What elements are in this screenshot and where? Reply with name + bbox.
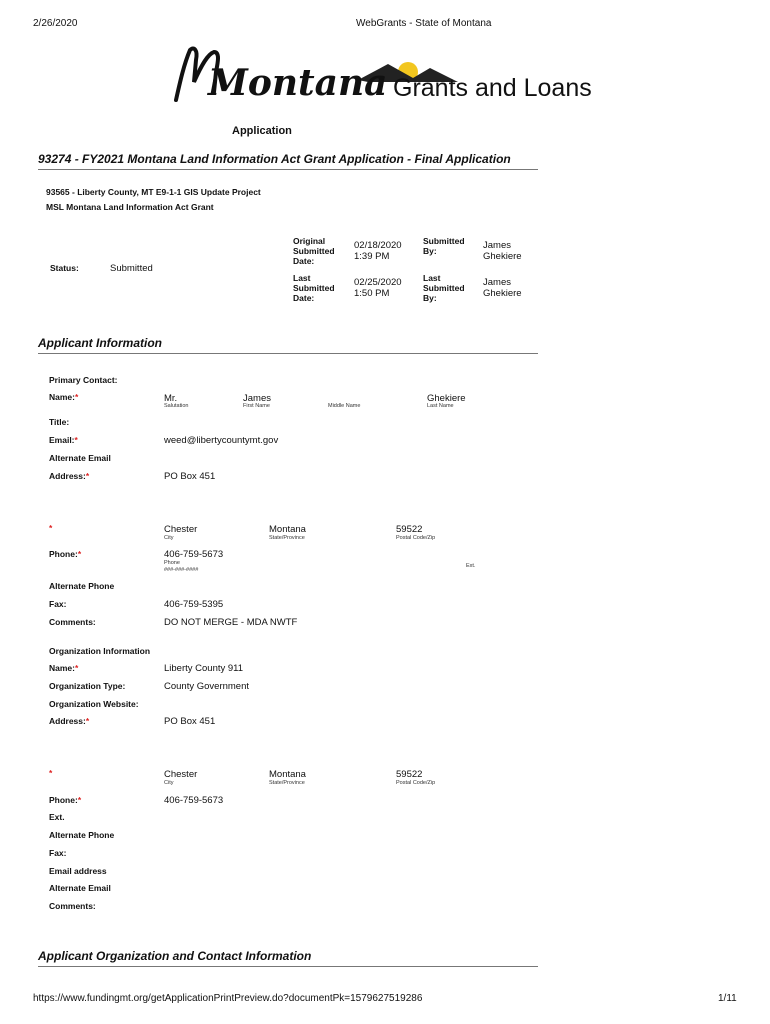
org-website-label: Organization Website: bbox=[49, 699, 139, 709]
org-city-required-marker: * bbox=[49, 768, 53, 778]
comments-value: DO NOT MERGE - MDA NWTF bbox=[164, 617, 298, 628]
salutation-caption: Salutation bbox=[164, 403, 189, 409]
print-title: WebGrants - State of Montana bbox=[356, 18, 492, 29]
original-submitted-label: Original Submitted Date: bbox=[293, 236, 335, 266]
email-label: Email:* bbox=[49, 435, 78, 445]
original-submitted-date: 02/18/2020 bbox=[354, 240, 402, 251]
status-value: Submitted bbox=[110, 263, 153, 274]
primary-contact-heading: Primary Contact: bbox=[49, 375, 118, 385]
first-name-caption: First Name bbox=[243, 403, 270, 409]
phone-format-caption: ###-###-#### bbox=[164, 567, 199, 573]
required-marker: * bbox=[74, 392, 79, 402]
org-name-value: Liberty County 911 bbox=[164, 663, 244, 674]
city-value: Chester bbox=[164, 524, 198, 535]
required-marker: * bbox=[74, 435, 78, 445]
org-ext-label: Ext. bbox=[49, 812, 65, 822]
required-marker: * bbox=[77, 549, 82, 559]
email-value: weed@libertycountymt.gov bbox=[164, 435, 279, 446]
submitted-by-label: Submitted By: bbox=[423, 236, 465, 256]
required-marker: * bbox=[74, 663, 79, 673]
title-rule bbox=[38, 169, 538, 170]
last-name-value: Ghekiere bbox=[427, 393, 466, 404]
last-submitted-time: 1:50 PM bbox=[354, 288, 390, 299]
org-state-value: Montana bbox=[269, 769, 306, 780]
org-name-label: Name:* bbox=[49, 663, 79, 673]
org-fax-label: Fax: bbox=[49, 848, 67, 858]
organization-heading: Organization Information bbox=[49, 646, 151, 656]
last-submitted-date: 02/25/2020 bbox=[354, 277, 402, 288]
phone-caption: Phone bbox=[164, 560, 180, 566]
org-alternate-email-label: Alternate Email bbox=[49, 883, 111, 893]
org-phone-value: 406-759-5673 bbox=[164, 795, 224, 806]
address-label: Address:* bbox=[49, 471, 90, 481]
section3-rule bbox=[38, 966, 538, 967]
org-email-label: Email address bbox=[49, 866, 107, 876]
org-phone-label: Phone:* bbox=[49, 795, 82, 805]
middle-name-caption: Middle Name bbox=[328, 403, 361, 409]
name-label: Name:* bbox=[49, 392, 79, 402]
program-name: MSL Montana Land Information Act Grant bbox=[46, 202, 214, 212]
org-city-value: Chester bbox=[164, 769, 198, 780]
last-submitted-by-label: Last Submitted By: bbox=[423, 273, 465, 303]
last-name-caption: Last Name bbox=[427, 403, 454, 409]
last-submitted-by-first: James bbox=[483, 277, 511, 288]
submitted-by-last: Ghekiere bbox=[483, 251, 522, 262]
zip-value: 59522 bbox=[396, 524, 423, 535]
org-type-value: County Government bbox=[164, 681, 250, 692]
comments-label: Comments: bbox=[49, 617, 96, 627]
org-alternate-phone-label: Alternate Phone bbox=[49, 830, 115, 840]
project-name: 93565 - Liberty County, MT E9-1-1 GIS Update Project bbox=[46, 187, 261, 197]
phone-value: 406-759-5673 bbox=[164, 549, 224, 560]
fax-value: 406-759-5395 bbox=[164, 599, 224, 610]
logo-script-text: Montana bbox=[208, 62, 388, 104]
ext-caption: Ext. bbox=[466, 563, 476, 569]
org-address-value: PO Box 451 bbox=[164, 716, 216, 727]
required-marker: * bbox=[85, 471, 90, 481]
last-submitted-by-last: Ghekiere bbox=[483, 288, 522, 299]
print-date: 2/26/2020 bbox=[33, 18, 78, 29]
org-type-label: Organization Type: bbox=[49, 681, 126, 691]
alternate-phone-label: Alternate Phone bbox=[49, 581, 115, 591]
phone-label: Phone:* bbox=[49, 549, 82, 559]
footer-url: https://www.fundingmt.org/getApplicationPrintPreview.do?documentPk=1579627519286 bbox=[33, 993, 423, 1004]
last-submitted-label: Last Submitted Date: bbox=[293, 273, 335, 303]
original-submitted-time: 1:39 PM bbox=[354, 251, 390, 262]
applicant-section-title: Applicant Information bbox=[38, 336, 162, 350]
city-required-marker: * bbox=[49, 523, 53, 533]
title-label: Title: bbox=[49, 417, 70, 427]
org-zip-value: 59522 bbox=[396, 769, 423, 780]
required-marker: * bbox=[85, 716, 90, 726]
address-value: PO Box 451 bbox=[164, 471, 216, 482]
org-city-caption: City bbox=[164, 780, 174, 786]
salutation-value: Mr. bbox=[164, 393, 178, 404]
application-title: 93274 - FY2021 Montana Land Information Act Grant Application - Final Application bbox=[38, 152, 511, 166]
state-value: Montana bbox=[269, 524, 306, 535]
applicant-rule bbox=[38, 353, 538, 354]
first-name-value: James bbox=[243, 393, 271, 404]
city-caption: City bbox=[164, 535, 174, 541]
alternate-email-label: Alternate Email bbox=[49, 453, 111, 463]
montana-grants-logo bbox=[168, 42, 618, 112]
state-caption: State/Province bbox=[269, 535, 305, 541]
org-zip-caption: Postal Code/Zip bbox=[396, 780, 436, 786]
page-number: 1/11 bbox=[718, 993, 737, 1004]
org-comments-label: Comments: bbox=[49, 901, 96, 911]
required-marker: * bbox=[77, 795, 82, 805]
submitted-by-first: James bbox=[483, 240, 511, 251]
applicant-organization-section-title: Applicant Organization and Contact Information bbox=[38, 949, 312, 963]
page-title: Application bbox=[232, 125, 292, 137]
org-state-caption: State/Province bbox=[269, 780, 305, 786]
org-address-label: Address:* bbox=[49, 716, 90, 726]
zip-caption: Postal Code/Zip bbox=[396, 535, 436, 541]
status-label: Status: bbox=[50, 263, 79, 273]
logo-text: Grants and Loans bbox=[393, 74, 592, 102]
fax-label: Fax: bbox=[49, 599, 67, 609]
